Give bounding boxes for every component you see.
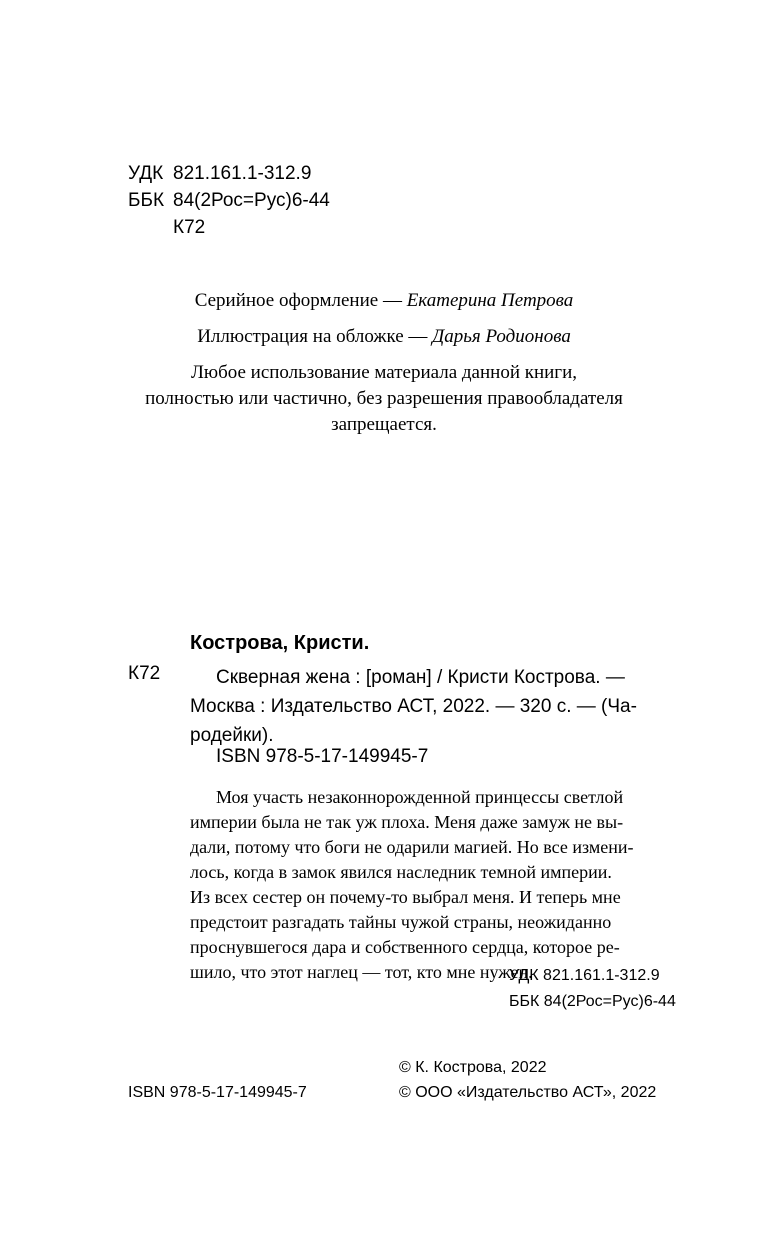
notice-line: запрещается. — [331, 414, 437, 435]
annotation-line: лось, когда в замок явился наследник темной империи. — [190, 862, 612, 882]
annotation-line: Моя участь незаконнорожденной принцессы светлой — [216, 787, 624, 807]
bottom-udk: УДК 821.161.1-312.9 — [509, 967, 660, 984]
annotation-line: предстоит разгадать тайны чужой страны, неожиданно — [190, 912, 612, 932]
entry-author-mark: К72 — [128, 663, 161, 684]
udk-value: 821.161.1-312.9 — [173, 163, 312, 184]
series-design-credit — [0, 290, 768, 312]
annotation-line: Из всех сестер он почему-то выбрал меня. И теперь мне — [190, 887, 621, 907]
copyright-publisher: © ООО «Издательство АСТ», 2022 — [399, 1084, 657, 1101]
entry-isbn: ISBN 978-5-17-149945-7 — [216, 746, 429, 767]
series-designer-name: Екатерина Петрова — [406, 290, 574, 311]
series-design-label: Серийное оформление — — [194, 290, 407, 311]
copyright-author: © К. Кострова, 2022 — [399, 1059, 547, 1076]
udk-row — [128, 160, 330, 187]
entry-line: Москва : Издательство АСТ, 2022. — 320 с. — (Ча- — [190, 696, 637, 717]
author-mark-row — [128, 214, 330, 241]
annotation-line: империи была не так уж плоха. Меня даже замуж не вы- — [190, 812, 624, 832]
bbk-value: 84(2Рос=Рус)6-44 — [173, 190, 330, 211]
bottom-bbk: ББК 84(2Рос=Рус)6-44 — [509, 993, 676, 1010]
annotation-line: шило, что этот наглец — тот, кто мне нужен. — [190, 962, 533, 982]
notice-line: полностью или частично, без разрешения правообладателя — [145, 388, 623, 409]
cover-illustrator-name: Дарья Родионова — [432, 326, 571, 347]
author-mark: К72 — [173, 217, 206, 238]
bbk-row — [128, 187, 330, 214]
notice-line: Любое использование материала данной книги, — [190, 362, 578, 383]
cover-illustration-credit — [0, 326, 768, 348]
bottom-classification — [509, 963, 676, 1015]
bbk-key: ББК — [128, 190, 165, 211]
udk-key: УДК — [128, 163, 164, 184]
copyright-notice — [0, 360, 768, 438]
cover-illustration-label: Иллюстрация на обложке — — [197, 326, 433, 347]
entry-author: Кострова, Кристи. — [190, 632, 370, 654]
entry-line: родейки). — [190, 725, 274, 746]
footer-isbn: ISBN 978-5-17-149945-7 — [128, 1084, 307, 1101]
entry-line: Скверная жена : [роман] / Кристи Кострова. — — [216, 667, 625, 688]
book-annotation — [190, 785, 680, 985]
annotation-line: проснувшегося дара и собственного сердца, которое ре- — [190, 937, 620, 957]
classification-block — [128, 160, 330, 241]
annotation-line: дали, потому что боги не одарили магией. Но все измени- — [190, 837, 634, 857]
bibliographic-entry — [190, 663, 678, 750]
